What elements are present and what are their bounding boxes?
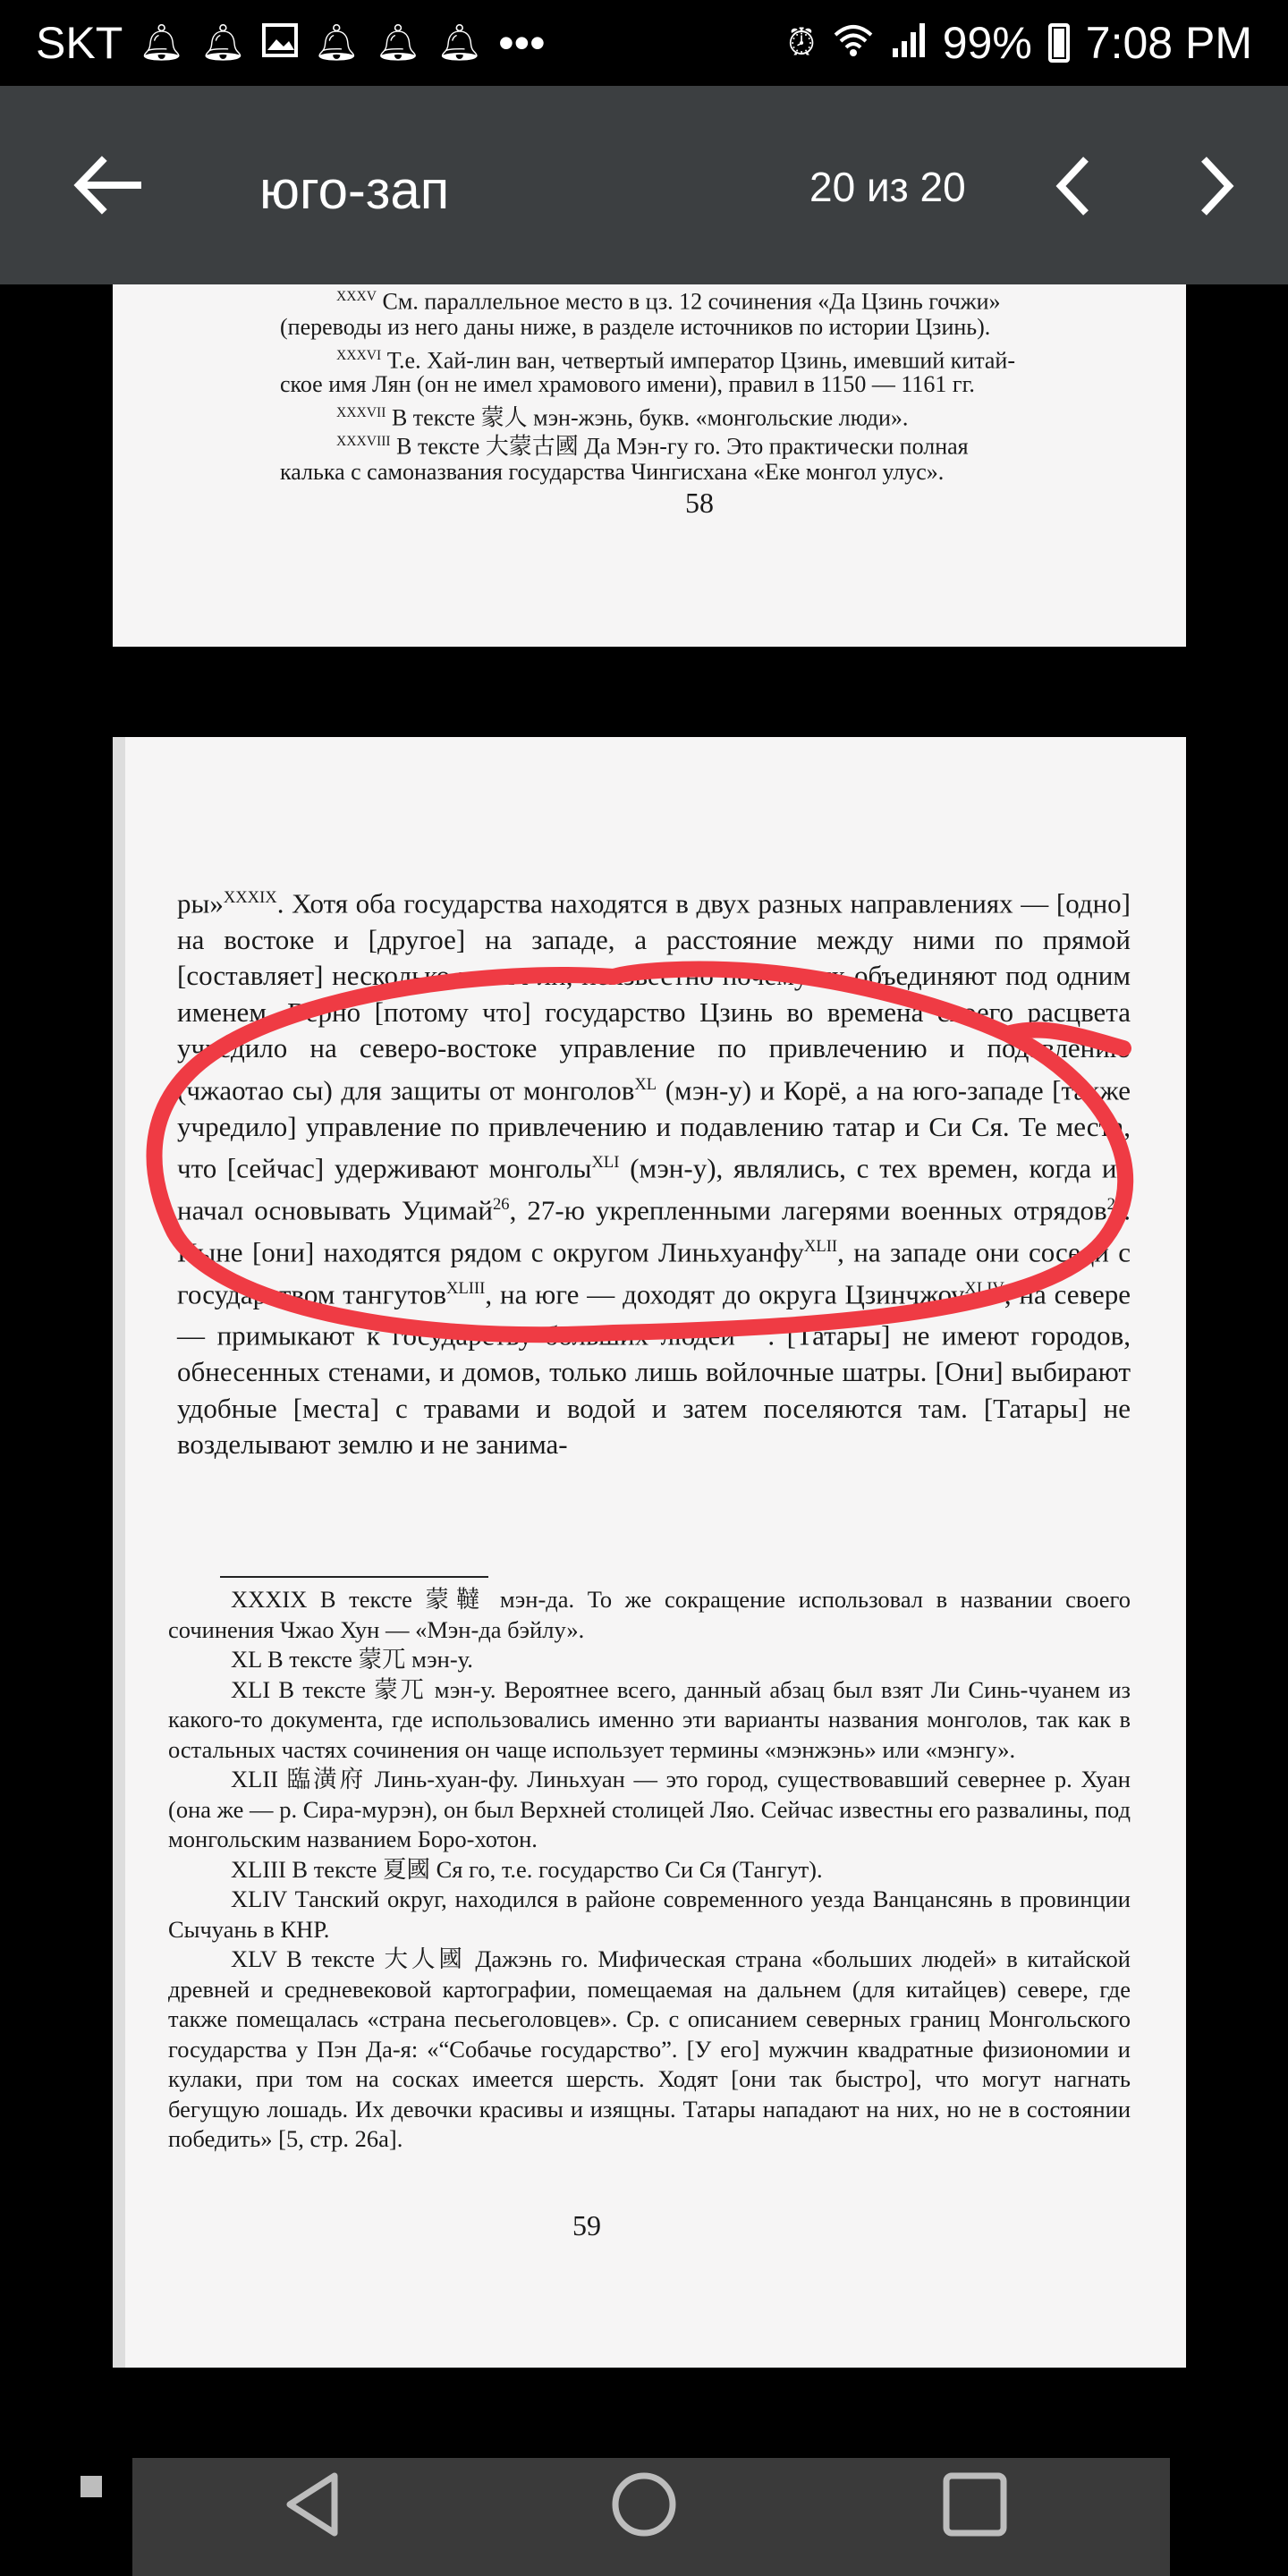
match-counter: 20 из 20: [809, 164, 966, 210]
alarm-bell-icon: 🔔︎: [200, 23, 246, 63]
footnote: XXXIX В тексте 蒙韃 мэн-да. То же сокращение использовал в названии своего сочинения Чжао Хун — «Мэн-да бэйлу».: [168, 1586, 1131, 1643]
page-number: 58: [685, 487, 714, 519]
wifi-icon: [832, 22, 875, 64]
square-dot-icon: [80, 2476, 102, 2497]
signal-icon: [891, 21, 927, 65]
page-body-text: [177, 880, 1131, 1463]
alarm-bell-icon: 🔔︎: [436, 23, 483, 63]
status-left: [36, 17, 546, 69]
back-button[interactable]: [72, 154, 143, 216]
footnotes: [168, 1585, 1131, 2155]
system-navigation-bar: [0, 2415, 1288, 2576]
home-circle-icon: [599, 2460, 689, 2549]
image-icon: [262, 23, 298, 64]
chevron-right-icon: [1190, 150, 1243, 222]
footnote: XL В тексте 蒙兀 мэн-у.: [231, 1646, 473, 1673]
footnote-line: калька с самоназвания государства Чингисхана «Еке монгол улус».: [280, 459, 945, 485]
search-toolbar: [0, 86, 1288, 284]
document-page-58[interactable]: [113, 284, 1186, 647]
battery-icon: [1048, 23, 1070, 63]
footnote: XLII 臨潢府 Линь-хуан-фу. Линьхуан — это город, существовавший севернее р. Хуан (она же — р. Сира-мурэн), он был Верхней столицей Ляо. Сейчас известны его развалины, под монгольским названием Боро-хотон.: [168, 1766, 1131, 1852]
body-paragraph: ры»$^{XXXIX}$. Хотя оба государства находятся в двух разных направлениях — [одно] на востоке и [другое] на западе, а расстояние между ними по прямой [составляет] несколько тысяч ли, неизвестно почему их объединяют под одним именем. Верно [потому что] государство Цзинь во времена своего расцвета учредило на северо-востоке управление по привлечению и подавлению (чжаотао сы) для защиты от монголов$^{XL}$ (мэн-у) и Корё, а на юго-западе [также учредило] управление по привлечению и подавлению татар и Си Ся. Те места, что [сейчас] удерживают монголы$^{XLI}$ (мэн-у), являлись, с тех времен, когда их начал основывать Уцимай$^{26}$, 27-ю укрепленными лагерями военных отрядов$^{27}$. Ныне [они] находятся рядом с округом Линьхуанфу$^{XLII}$, на западе они соседи с государством тангутов$^{XLIII}$, на юге — доходят до округа Цзинчжоу$^{XLIV}$, на севере — примыкают к государству больших людей$^{XLV}$. [Татары] не имеют городов, обнесенных стенами, и домов, только лишь войлочные шатры. [Они] выбирают удобные [места] с травами и водой и затем поселяются там. [Татары] не возделывают землю и не занима-: [177, 887, 1131, 1461]
carrier-label: SKT: [36, 18, 123, 68]
recents-square-icon: [930, 2460, 1020, 2549]
back-triangle-icon: [268, 2460, 358, 2549]
alarm-bell-icon: 🔔︎: [313, 23, 360, 63]
footnote-line: $^{XXXVII}$ В тексте 蒙人 мэн-жэнь, букв. «монгольские люди».: [336, 404, 909, 431]
next-match-button[interactable]: [1190, 150, 1243, 222]
footnote-line: $^{XXXV}$ См. параллельное место в цз. 12 сочинения «Да Цзинь гочжи»: [336, 288, 1001, 315]
back-arrow-icon: [72, 154, 143, 216]
nav-recents-button[interactable]: [930, 2460, 1020, 2549]
search-query[interactable]: юго-зап: [259, 160, 450, 220]
alarm-bell-icon: 🔔︎: [375, 23, 421, 63]
document-page-59[interactable]: [113, 737, 1186, 2368]
footnote-line: $^{XXXVI}$ Т.е. Хай-лин ван, четвертый император Цзинь, имевший китай-: [336, 347, 1016, 374]
footnote: XLV В тексте 大人國 Дажэнь го. Мифическая страна «больших людей» в китайской древней и средневековой картографии, помещаемая на дальнем (для китайцев) севере, где также помещалась «страна песьеголовцев». Ср. с описанием северных границ Монгольского государства у Пэн Да-я: «“Собачье государство”. [У его] мужчин квадратные физиономии и кулаки, при том на сосках имеется шерсть. Ходят [они так быстро], что могут нагнать бегущую лошадь. Их девочки красивы и изящны. Татары нападают на них, но не в состоянии победить» [5, стр. 26а].: [168, 1945, 1131, 2152]
more-notifications-icon: •••: [498, 18, 546, 68]
page-number: 59: [572, 2209, 601, 2241]
chevron-left-icon: [1046, 150, 1100, 222]
footnote: XLIII В тексте 夏國 Ся го, т.е. государство Си Ся (Тангут).: [231, 1855, 823, 1883]
footnote-line: ское имя Лян (он не имел храмового имени), правил в 1150 — 1161 гг.: [280, 371, 975, 397]
clock-time: 7:08 PM: [1085, 18, 1252, 68]
footnote-line: (переводы из него даны ниже, в разделе источников по истории Цзинь).: [280, 314, 991, 340]
alarm-clock-icon: ⏰︎: [787, 23, 816, 63]
battery-percent: 99%: [942, 18, 1032, 68]
footnote: XLIV Танский округ, находился в районе современного уезда Ванцансянь в провинции Сычуань в КНР.: [168, 1885, 1131, 1943]
footnote: XLI В тексте 蒙兀 мэн-у. Вероятнее всего, данный абзац был взят Ли Синь-чуанем из какого-то документа, где использовались именно эти варианты названия монголов, так как в остальных частях сочинения он чаще использует термины «мэнжэнь» или «мэнгу».: [168, 1675, 1131, 1763]
nav-home-button[interactable]: [599, 2460, 689, 2549]
footnote-divider: [220, 1576, 488, 1578]
alarm-bell-icon: 🔔︎: [139, 23, 185, 63]
status-bar: [0, 0, 1288, 86]
footnote-line: $^{XXXVIII}$ В тексте 大蒙古國 Да Мэн-гу го. Это практически полная: [336, 433, 969, 460]
nav-back-button[interactable]: [268, 2460, 358, 2549]
previous-match-button[interactable]: [1046, 150, 1100, 222]
status-right: [788, 17, 1253, 69]
